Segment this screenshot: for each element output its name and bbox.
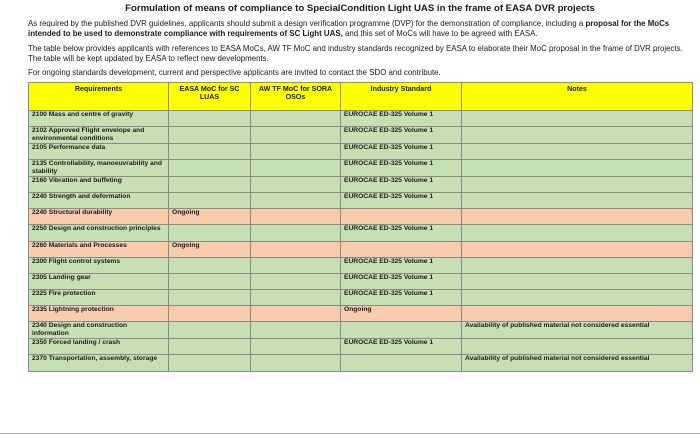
cell-requirement: 2340 Design and construction information (29, 322, 169, 339)
table-row (29, 225, 693, 242)
cell-easa-moc: Ongoing (169, 209, 251, 225)
document-title: Formulation of means of compliance to SpecialCondition Light UAS in the frame of EASA DVR projects (125, 3, 595, 14)
table-row (29, 111, 693, 127)
cell-easa-moc (169, 111, 251, 127)
cell-notes (462, 209, 693, 225)
table-row (29, 322, 693, 339)
cell-requirement: 2135 Controllability, manoeuvrability and stability (29, 160, 169, 177)
cell-aw-tf-moc (251, 177, 341, 193)
cell-easa-moc (169, 339, 251, 355)
intro-text-a: As required by the published DVR guidelines, applicants should submit a design verification programme (DVP) for the demonstration of compliance, including a (28, 19, 586, 28)
table-row (29, 355, 693, 372)
cell-requirement: 2305 Landing gear (29, 274, 169, 290)
cell-easa-moc (169, 160, 251, 177)
cell-aw-tf-moc (251, 111, 341, 127)
cell-requirement: 2350 Forced landing / crash (29, 339, 169, 355)
cell-notes (462, 290, 693, 306)
cell-requirement: 2300 Flight control systems (29, 258, 169, 274)
table-row (29, 209, 693, 225)
cell-aw-tf-moc (251, 225, 341, 242)
table-row (29, 339, 693, 355)
cell-requirement: 2102 Approved Flight envelope and environmental conditions (29, 127, 169, 144)
cell-notes (462, 111, 693, 127)
cell-industry-standard: EUROCAE ED-325 Volume 1 (341, 274, 462, 290)
cell-industry-standard: EUROCAE ED-325 Volume 1 (341, 160, 462, 177)
intro-paragraph (28, 19, 692, 40)
table-row (29, 290, 693, 306)
cell-industry-standard: EUROCAE ED-325 Volume 1 (341, 258, 462, 274)
cell-easa-moc (169, 258, 251, 274)
cell-notes (462, 306, 693, 322)
cell-requirement: 2105 Performance data (29, 144, 169, 160)
cell-industry-standard (341, 355, 462, 372)
cell-easa-moc (169, 322, 251, 339)
cell-industry-standard: EUROCAE ED-325 Volume 1 (341, 111, 462, 127)
cell-industry-standard: EUROCAE ED-325 Volume 1 (341, 339, 462, 355)
cell-easa-moc (169, 290, 251, 306)
header-requirements: Requirements (29, 83, 169, 111)
cell-notes: Availability of published material not considered essential (462, 322, 693, 339)
cell-aw-tf-moc (251, 290, 341, 306)
cell-industry-standard: EUROCAE ED-325 Volume 1 (341, 193, 462, 209)
cell-requirement: 2100 Mass and centre of gravity (29, 111, 169, 127)
cell-aw-tf-moc (251, 306, 341, 322)
header-aw-tf-moc: AW TF MoC for SORA OSOs (251, 83, 341, 111)
table-row (29, 160, 693, 177)
cell-industry-standard: Ongoing (341, 306, 462, 322)
cell-requirement: 2335 Lightning protection (29, 306, 169, 322)
cell-aw-tf-moc (251, 339, 341, 355)
cell-easa-moc (169, 127, 251, 144)
header-notes: Notes (462, 83, 693, 111)
cell-notes (462, 193, 693, 209)
cell-industry-standard: EUROCAE ED-325 Volume 1 (341, 290, 462, 306)
cell-aw-tf-moc (251, 209, 341, 225)
intro-text-bold: proposal for the MoCs intended to be used to demonstrate compliance with requirements of SC Light UAS, (28, 19, 670, 39)
cell-industry-standard (341, 209, 462, 225)
cell-notes (462, 127, 693, 144)
cell-industry-standard: EUROCAE ED-325 Volume 1 (341, 177, 462, 193)
cell-notes (462, 242, 693, 258)
cell-requirement: 2250 Design and construction principles (29, 225, 169, 242)
cell-industry-standard (341, 322, 462, 339)
cell-industry-standard: EUROCAE ED-325 Volume 1 (341, 225, 462, 242)
cell-aw-tf-moc (251, 144, 341, 160)
cell-requirement: 2160 Vibration and buffeting (29, 177, 169, 193)
cell-industry-standard: EUROCAE ED-325 Volume 1 (341, 127, 462, 144)
table-row (29, 177, 693, 193)
moc-table (28, 82, 693, 372)
cell-requirement: 2240 Strength and deformation (29, 193, 169, 209)
cell-aw-tf-moc (251, 274, 341, 290)
cell-easa-moc: Ongoing (169, 242, 251, 258)
cell-requirement: 2325 Fire protection (29, 290, 169, 306)
cell-industry-standard: EUROCAE ED-325 Volume 1 (341, 144, 462, 160)
table-row (29, 258, 693, 274)
cell-aw-tf-moc (251, 355, 341, 372)
cell-notes: Availability of published material not considered essential (462, 355, 693, 372)
cell-aw-tf-moc (251, 193, 341, 209)
table-row (29, 242, 693, 258)
cell-easa-moc (169, 144, 251, 160)
cell-notes (462, 177, 693, 193)
cell-requirement: 2370 Transportation, assembly, storage (29, 355, 169, 372)
table-row (29, 274, 693, 290)
page-divider (0, 433, 700, 434)
cell-requirement: 2240 Structural durability (29, 209, 169, 225)
cell-industry-standard (341, 242, 462, 258)
cell-aw-tf-moc (251, 322, 341, 339)
table-row (29, 193, 693, 209)
cell-easa-moc (169, 193, 251, 209)
cell-aw-tf-moc (251, 160, 341, 177)
cell-aw-tf-moc (251, 242, 341, 258)
header-easa-moc: EASA MoC for SC LUAS (169, 83, 251, 111)
cell-notes (462, 274, 693, 290)
cell-easa-moc (169, 225, 251, 242)
cell-aw-tf-moc (251, 258, 341, 274)
cell-notes (462, 339, 693, 355)
cell-easa-moc (169, 274, 251, 290)
cell-notes (462, 258, 693, 274)
table-description-paragraph: The table below provides applicants with references to EASA MoCs, AW TF MoC and industry standards recognized by EASA to elaborate their MoC proposal in the frame of DVR projects. The table will be kept updated by EASA to reflect new developments. (28, 43, 683, 63)
cell-requirement: 2260 Materials and Processes (29, 242, 169, 258)
cell-easa-moc (169, 355, 251, 372)
table-row (29, 144, 693, 160)
table-body (29, 111, 693, 372)
contribution-paragraph: For ongoing standards development, current and perspective applicants are invited to contact the SDO and contribute. (28, 68, 441, 78)
intro-text-c: and this set of MoCs will have to be agreed with EASA. (342, 29, 538, 39)
table-header-row (29, 83, 693, 111)
cell-aw-tf-moc (251, 127, 341, 144)
table-row (29, 306, 693, 322)
table-row (29, 127, 693, 144)
header-industry-standard: Industry Standard (341, 83, 462, 111)
cell-easa-moc (169, 177, 251, 193)
cell-notes (462, 160, 693, 177)
cell-notes (462, 144, 693, 160)
cell-easa-moc (169, 306, 251, 322)
cell-notes (462, 225, 693, 242)
